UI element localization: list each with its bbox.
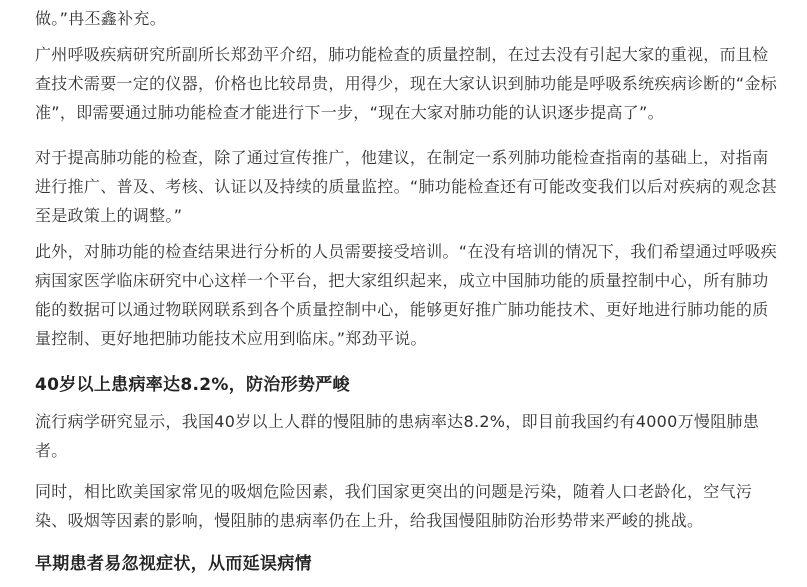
article-paragraph: 对于提高肺功能的检查，除了通过宣传推广，他建议，在制定一系列肺功能检查指南的基础上，对指南进行推广、普及、考核、认证以及持续的质量监控。“肺功能检查还有可能改变我们以后对疾病的观念甚至是政策上的调整。” [35,148,778,225]
section-heading: 40岁以上患病率达8.2%，防治形势严峻 [35,375,350,395]
section-heading: 早期患者易忽视症状，从而延误病情 [35,554,312,574]
article-paragraph: 同时，相比欧美国家常见的吸烟危险因素，我们国家更突出的问题是污染，随着人口老龄化，空气污染、吸烟等因素的影响，慢阻肺的患病率仍在上升，给我国慢阻肺防治形势带来严峻的挑战。 [35,482,753,530]
article-paragraph: 做。”冉丕鑫补充。 [35,9,166,28]
article-paragraph: 广州呼吸疾病研究所副所长郑劲平介绍，肺功能检查的质量控制，在过去没有引起大家的重视，而且检查技术需要一定的仪器，价格也比较昂贵，用得少，现在大家认识到肺功能是呼吸系统疾病诊断的“金标准”，即需要通过肺功能检查才能进行下一步，“现在大家对肺功能的认识逐步提高了”。 [35,45,778,122]
article-paragraph: 此外，对肺功能的检查结果进行分析的人员需要接受培训。“在没有培训的情况下，我们希望通过呼吸疾病国家医学临床研究中心这样一个平台，把大家组织起来，成立中国肺功能的质量控制中心，所有肺功能的数据可以通过物联网联系到各个质量控制中心，能够更好推广肺功能技术、更好地进行肺功能的质量控制、更好地把肺功能技术应用到临床。”郑劲平说。 [35,242,778,348]
article-paragraph: 流行病学研究显示，我国40岁以上人群的慢阻肺的患病率达8.2%，即目前我国约有4000万慢阻肺患者。 [35,412,760,460]
